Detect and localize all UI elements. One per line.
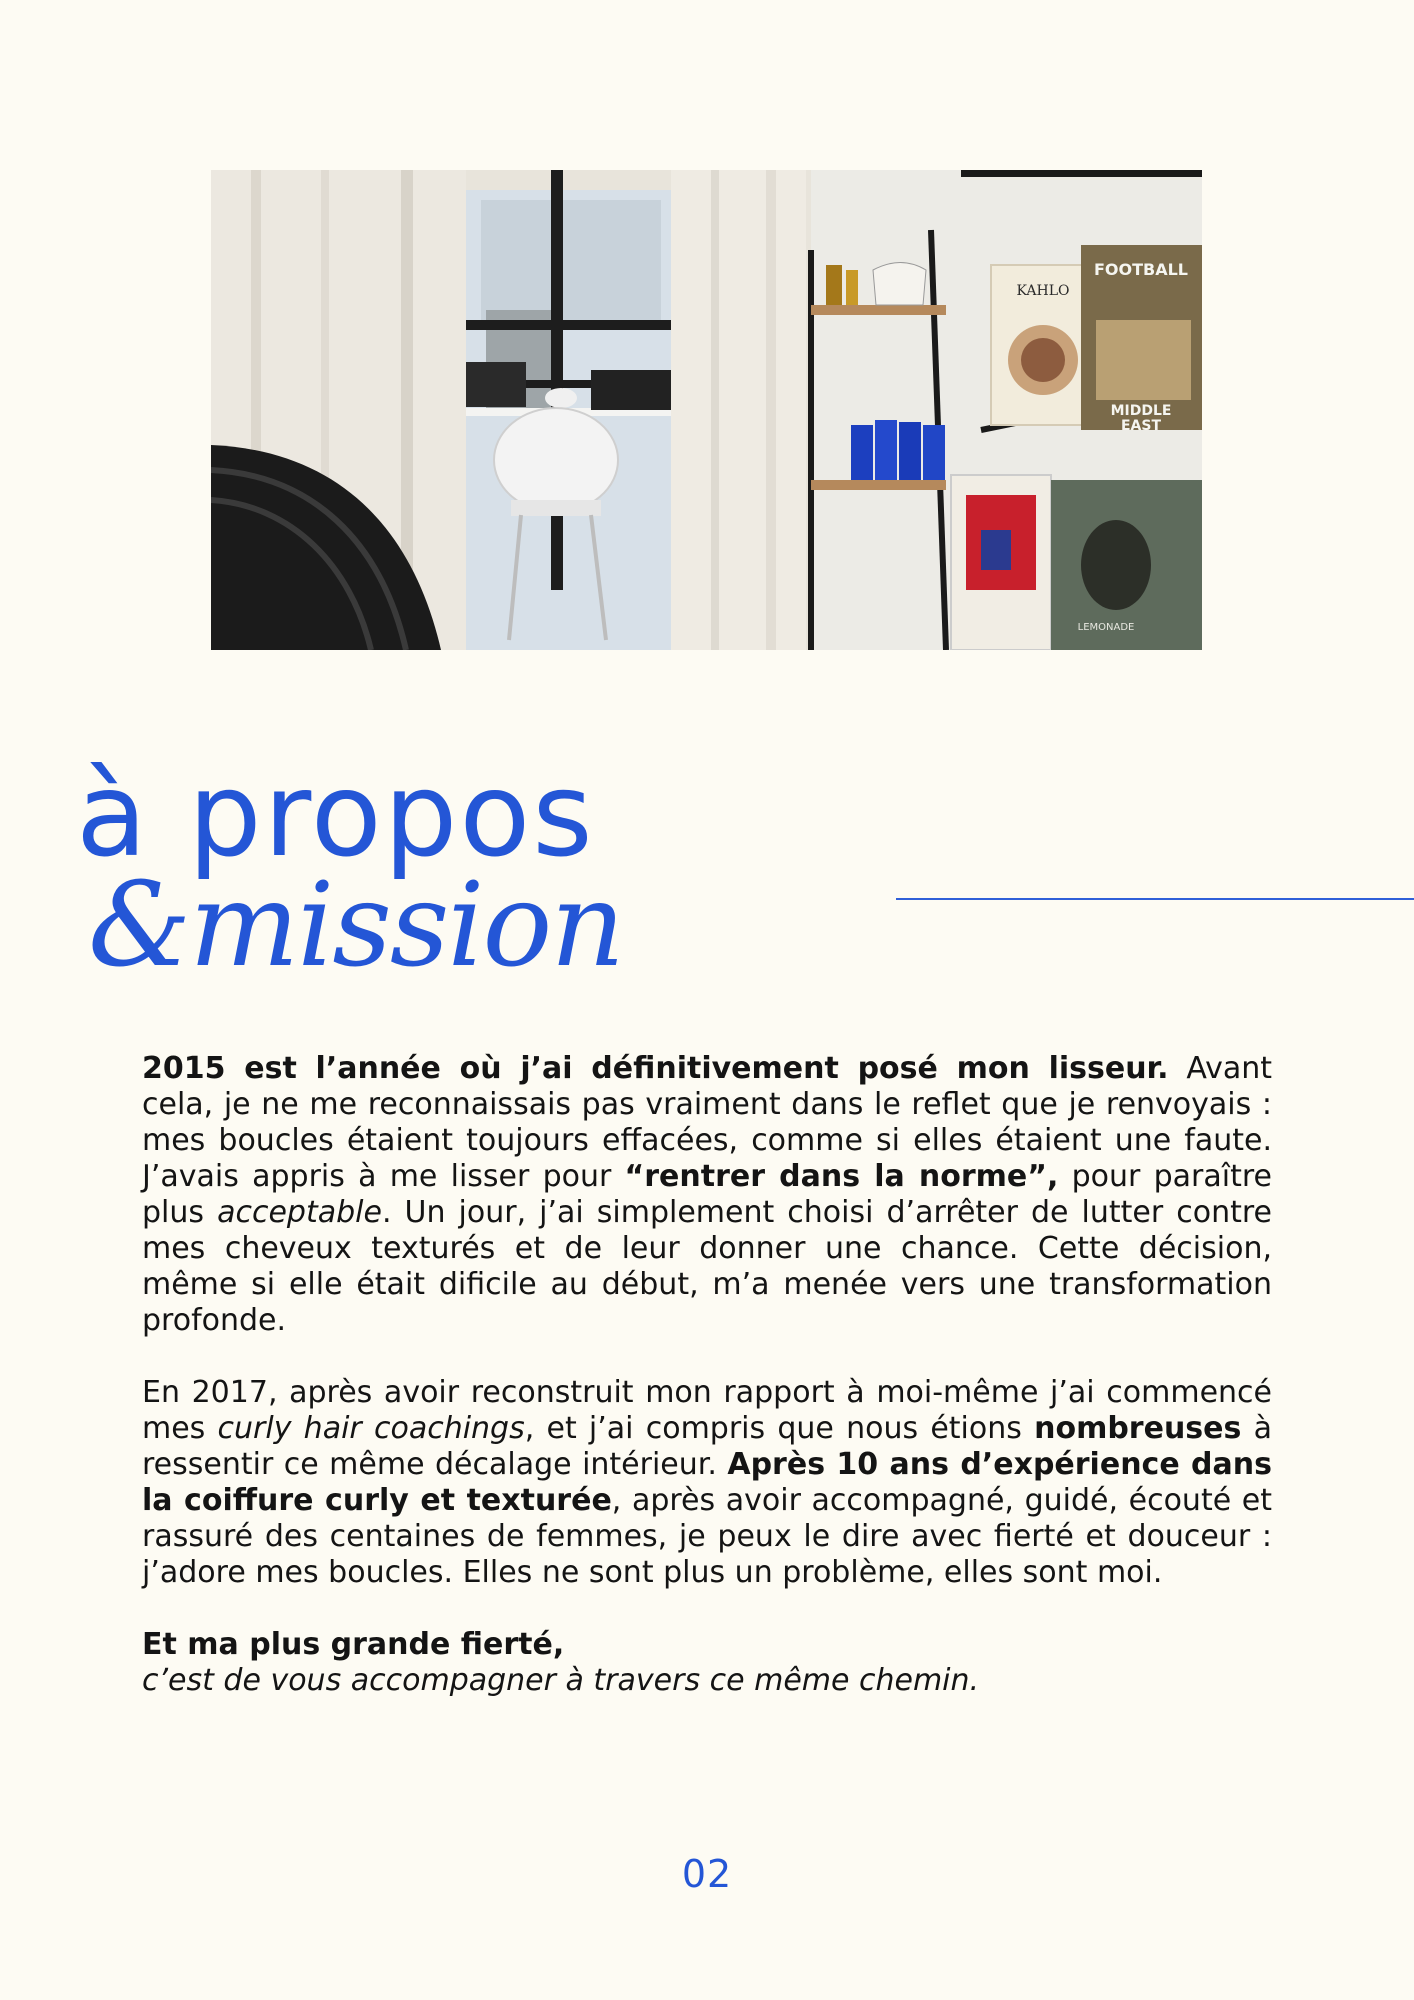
paragraph-2-bold-2: Après 10 ans d’expérience dans la coiffure curly et texturée xyxy=(142,1447,1272,1518)
paragraph-2-bold-1: nombreuses xyxy=(1034,1411,1242,1446)
paragraph-1-text-b: pour paraître plus xyxy=(142,1159,1272,1230)
paragraph-1-text-c: . Un jour, j’ai simplement choisi d’arrêter de lutter contre mes cheveux texturés et de leur donner une chance. Cette décision, même si elle était dificile au début, m’a menée vers une transformation profonde. xyxy=(142,1195,1273,1338)
page-number: 02 xyxy=(681,1852,733,1896)
closing-statement xyxy=(142,1627,1272,1699)
studio-photo-illustration xyxy=(211,170,1202,650)
lemonade-album-title: LEMONADE xyxy=(1077,622,1135,633)
paragraph-2-text-d: , après avoir accompagné, guidé, écouté et rassuré des centaines de femmes, je peux le dire avec fierté et douceur : j’adore mes boucles. Elles ne sont plus un problème, elles sont moi. xyxy=(142,1483,1273,1590)
title-a-propos: à propos xyxy=(76,748,595,883)
body-text xyxy=(142,1051,1272,1735)
kahlo-book-title: KAHLO xyxy=(1016,283,1070,299)
football-book-title: FOOTBALL xyxy=(1093,260,1189,279)
closing-line-1: Et ma plus grande fierté, xyxy=(142,1627,565,1662)
paragraph-2-text-c: à ressentir ce même décalage intérieur. xyxy=(142,1411,1272,1482)
paragraph-2-italic: curly hair coachings xyxy=(217,1411,525,1446)
football-book-subtitle-2: EAST xyxy=(1120,418,1162,434)
paragraph-1-text-a: Avant cela, je ne me reconnaissais pas vraiment dans le reflet que je renvoyais : mes boucles étaient toujours effacées, comme si elles étaient une faute. J’avais appris à me lisser pour xyxy=(142,1051,1273,1194)
closing-line-2: c’est de vous accompagner à travers ce même chemin. xyxy=(142,1663,980,1698)
paragraph-1-lead: 2015 est l’année où j’ai définitivement posé mon lisseur. xyxy=(142,1051,1169,1086)
paragraph-2-text-b: , et j’ai compris que nous étions xyxy=(524,1411,1035,1446)
title-mission: &mission xyxy=(88,858,624,993)
paragraph-1-italic: acceptable xyxy=(217,1195,382,1230)
title-divider xyxy=(896,898,1414,900)
studio-photo xyxy=(211,170,1202,650)
paragraph-2-text-a: En 2017, après avoir reconstruit mon rapport à moi-même j’ai commencé mes xyxy=(142,1375,1272,1446)
paragraph-1-emphasis: “rentrer dans la norme”, xyxy=(624,1159,1059,1194)
football-book-subtitle-1: MIDDLE xyxy=(1110,403,1172,419)
paragraph-1 xyxy=(142,1051,1272,1339)
paragraph-2 xyxy=(142,1375,1272,1591)
